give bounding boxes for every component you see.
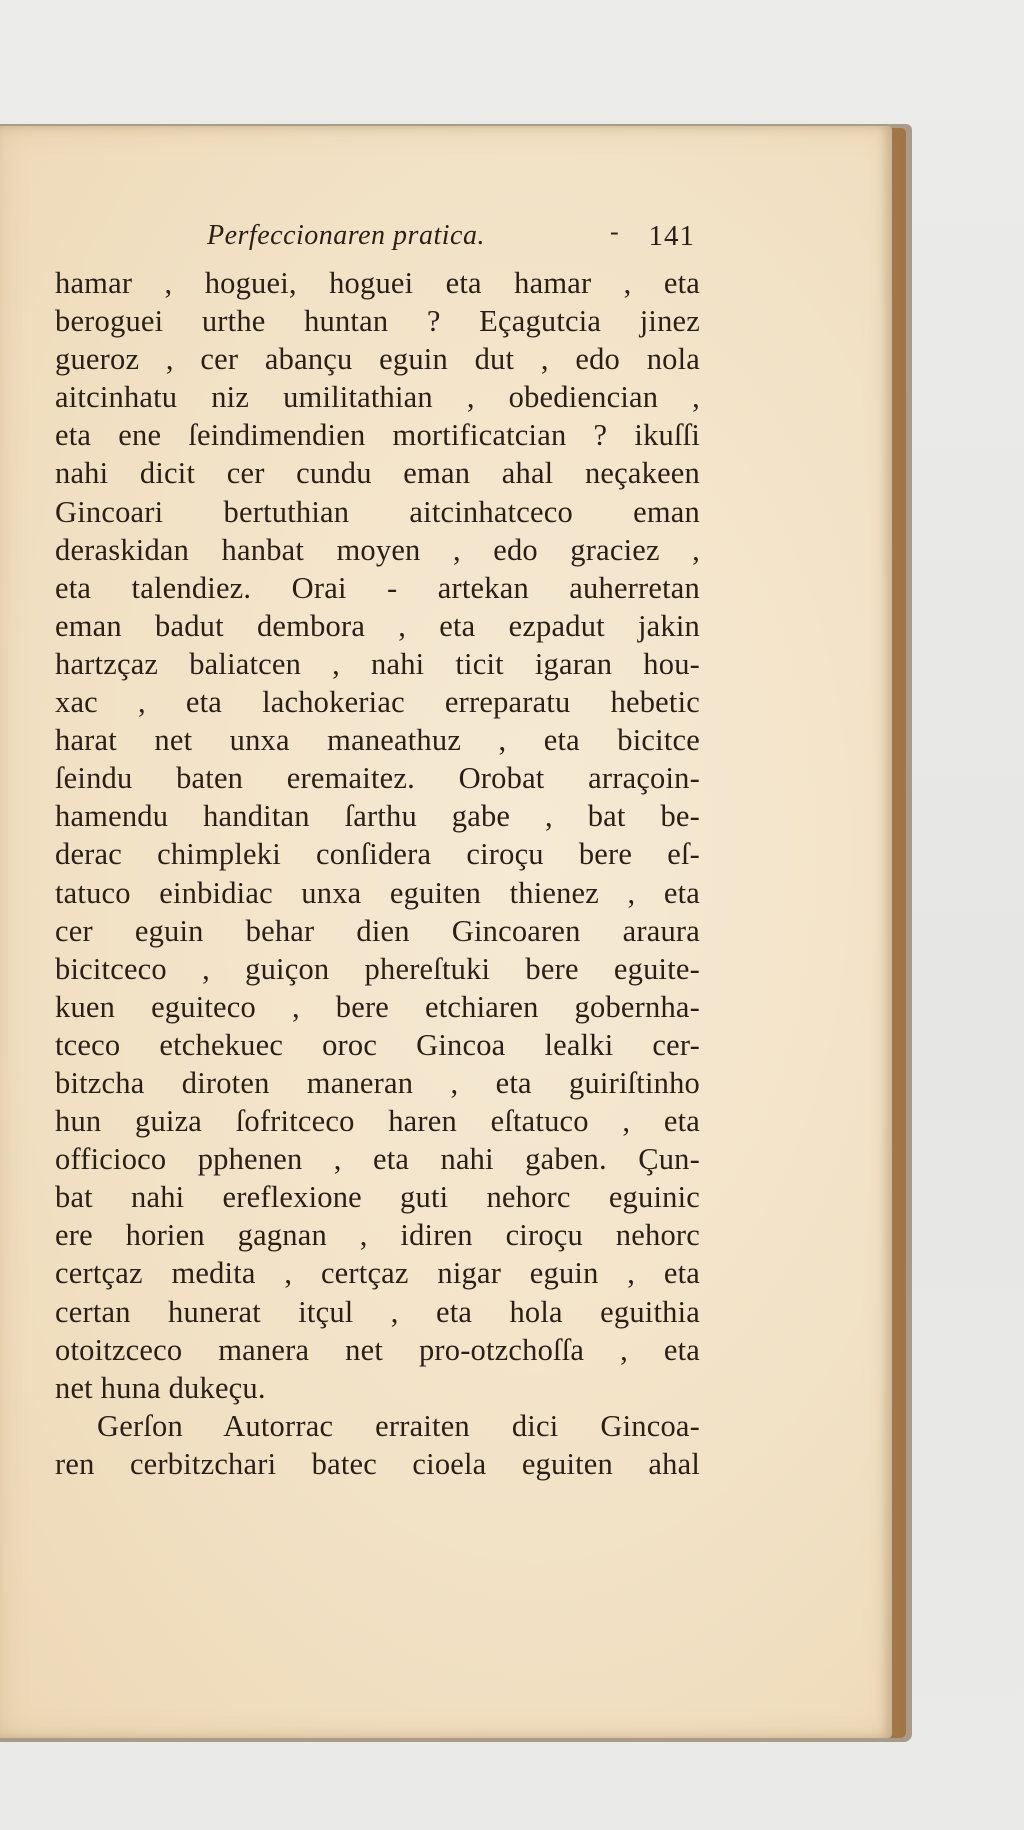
- text-line: tceco etchekuec oroc Gincoa lealki cer-: [55, 1027, 700, 1062]
- text-line: bitzcha diroten maneran , eta guiriſtinho: [55, 1065, 700, 1100]
- text-line: hun guiza ſofritceco haren eſtatuco , eta: [55, 1104, 700, 1139]
- paragraph-1: [55, 264, 700, 1407]
- text-line: bat nahi ereflexione guti nehorc eguinic: [55, 1180, 700, 1215]
- text-line: cer eguin behar dien Gincoaren araura: [55, 913, 700, 948]
- text-line: eman badut dembora , eta ezpadut jakin: [55, 608, 700, 643]
- text-line: aitcinhatu niz umilitathian , obediencian ,: [55, 380, 700, 415]
- text-line: hartzçaz baliatcen , nahi ticit igaran hou-: [55, 646, 700, 681]
- running-head-title: Perfeccionaren pratica.: [207, 220, 485, 251]
- text-line: beroguei urthe huntan ? Eçagutcia jinez: [55, 304, 700, 339]
- text-line: hamendu handitan ſarthu gabe , bat be-: [55, 799, 700, 834]
- text-line: ſeindu baten eremaitez. Orobat arraçoin-: [55, 761, 700, 796]
- text-line: tatuco einbidiac unxa eguiten thienez , eta: [55, 875, 700, 910]
- text-line: Gerſon Autorrac erraiten dici Gincoa-: [97, 1408, 700, 1443]
- text-block: [55, 214, 700, 1483]
- text-line: eta ene ſeindimendien mortificatcian ? ikuſſi: [55, 418, 700, 453]
- text-line: kuen eguiteco , bere etchiaren gobernha-: [55, 989, 700, 1024]
- paragraph-2: [55, 1407, 700, 1483]
- text-line: bicitceco , guiçon phereſtuki bere eguite-: [55, 951, 700, 986]
- text-line: ere horien gagnan , idiren ciroçu nehorc: [55, 1218, 700, 1253]
- text-line: nahi dicit cer cundu eman ahal neçakeen: [55, 456, 700, 491]
- text-line: xac , eta lachokeriac erreparatu hebetic: [55, 685, 700, 720]
- text-line: deraskidan hanbat moyen , edo graciez ,: [55, 532, 700, 567]
- text-line: derac chimpleki conſidera ciroçu bere eſ-: [55, 837, 700, 872]
- text-line: net huna dukeçu.: [55, 1370, 266, 1405]
- text-line: eta talendiez. Orai - artekan auherretan: [55, 570, 700, 605]
- running-head: [55, 214, 700, 264]
- text-line: certan hunerat itçul , eta hola eguithia: [55, 1294, 700, 1329]
- text-line: otoitzceco manera net pro-otzchoſſa , eta: [55, 1332, 700, 1367]
- text-line: hamar , hoguei, hoguei eta hamar , eta: [55, 266, 700, 300]
- page-number: 141: [648, 220, 695, 252]
- text-line: officioco pphenen , eta nahi gaben. Çun-: [55, 1142, 700, 1177]
- text-line: Gincoari bertuthian aitcinhatceco eman: [55, 494, 700, 529]
- text-line: ren cerbitzchari batec cioela eguiten ahal: [55, 1446, 700, 1481]
- text-line: gueroz , cer abançu eguin dut , edo nola: [55, 342, 700, 377]
- text-line: certçaz medita , certçaz nigar eguin , eta: [55, 1256, 700, 1291]
- text-line: harat net unxa maneathuz , eta bicitce: [55, 723, 700, 758]
- running-head-mark: -: [610, 217, 619, 246]
